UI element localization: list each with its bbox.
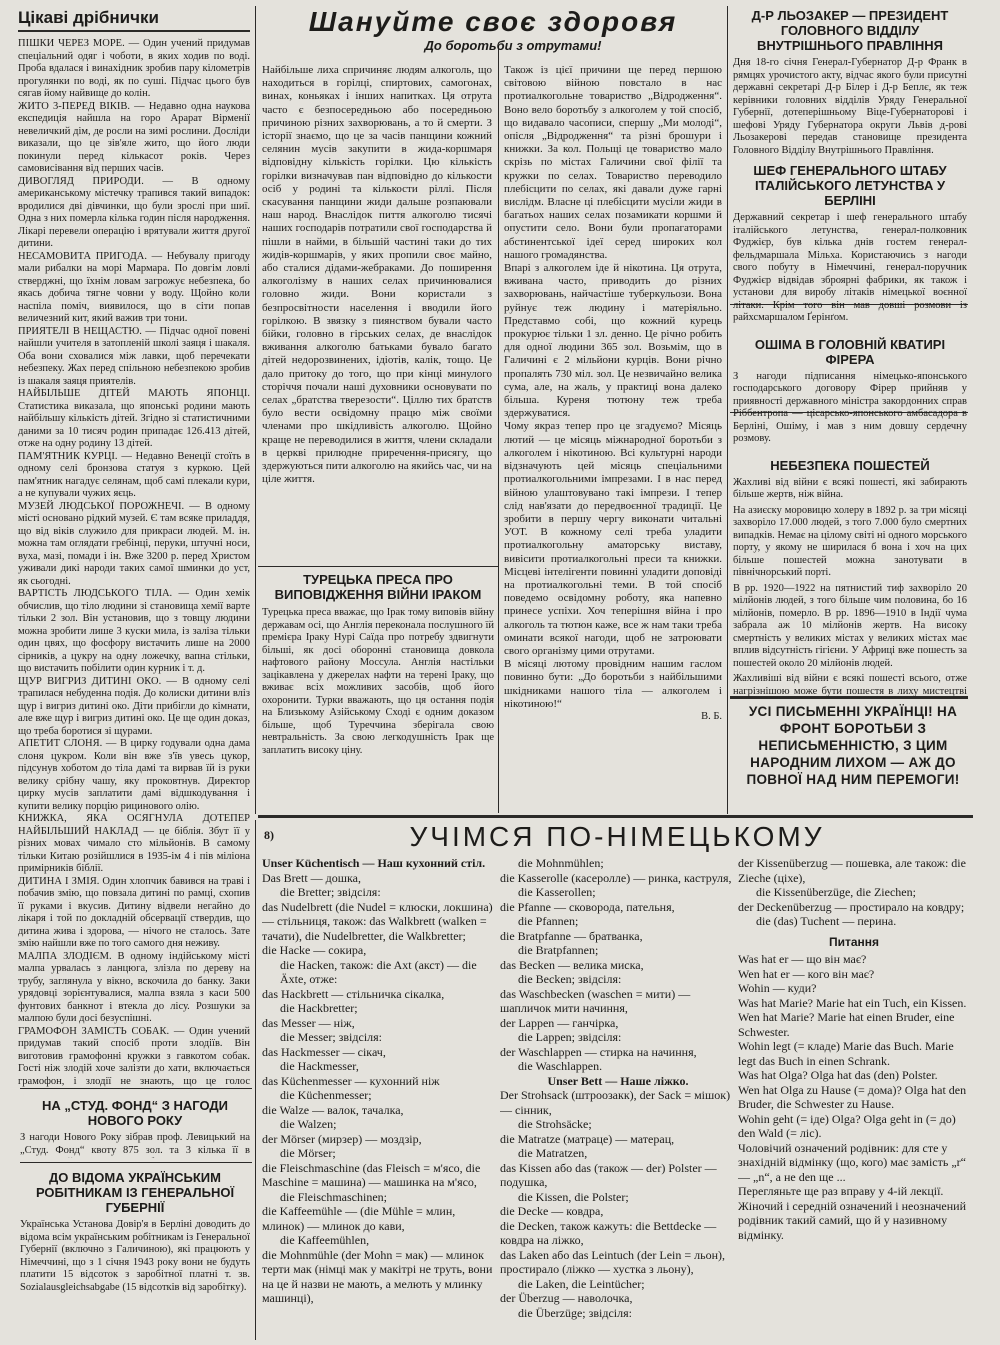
- news-item: МАЛПА ЗЛОДІЄМ. В одному індійському місті малпа урвалась з ланцюга, злізла по дереву на трубу, заглянула у вікно, вскочила до банку. Заки урядовці зорієнтувалися, малпа взяла з каси 500 фунтових банкнот і втекла до лісу. Розшуки за малпою були досі безуспішні.: [18, 950, 250, 1024]
- news-item: ПІШКИ ЧЕРЕЗ МОРЕ. — Один учений придумав спеціальний одяг і чоботи, в яких ходив по воді. Проба вдалася і винахідник зробив пару кілометрів прогулянки по воді, як по суші. Підчас цього був сягав йому найвище до колін.: [18, 38, 250, 99]
- vocabulary-entry: die Mörser;: [280, 1146, 336, 1160]
- vocabulary-entry: das Kissen або das (також — der) Polster — подушка,: [500, 1160, 717, 1189]
- vocabulary-entry: die Kaffeemühlen,: [280, 1233, 370, 1247]
- news-item: ПРИЯТЕЛІ В НЕЩАСТЮ. — Підчас одної повені найшли учителя в затопленій школі заяця і шакаля. Оба вони сховалися між лавки, щоб перечекати небезпеку. Жах перед спільною небезпекою зробив із шакаля заяця приятелів.: [18, 325, 250, 387]
- vocabulary-entry: die Matratzen,: [518, 1146, 588, 1160]
- article-text: Найбільше лиха спричиняє людям алкоголь, що находиться в горілці, спиртових, самогонах, винах, коньяках і інших напитках. Ця отрута часто є безпосередньою або посередньою причиною різних захворювань, а то й смерти. З історії знаємо, що це за часів панщини кожний селянин мусів закупити в жида-коршмаря відповідну кількість горілки. Цю кількість горілки визначував пан відповідно до кількости осіб у родині та кількости ріллі. Після скасування панщини жиди дальше розпаювали наш народ. Внаслідок пиття алкоголю тисячі наших господарів потратили свої господарства й пішли в найми, в більшій частині таки до тих жидів-коршмарів, у яких пропили своє майно, або сталися дідами-жебраками. До поширення алкоголізму в наших селах причинювалися головно жиди. Вони користали з безпросвітности населення і вводили його горілкою. В звязку з пиянством бували часто бійки, головно в гірських селах, де внаслідок вживання алкоголю батьками бувало багато дітей недорозвинених, ідіотів, калік, тощо. Це дало притоку до того, що при кінці минулого сторіччя почали наші духовники основувати по селах „братства тверезости“. Ціллю тих братств було вести освідомну працю між своїми членами про шкідливість алкоголю. Щойно краще не переводилися в життя, члени складали в церкві прилюдне приречення-присягу, що здержуються пити алкоголю на якийсь час, чи на ціле життя.: [262, 64, 492, 486]
- article-text: На азиєску моровицю холеру в 1892 р. за три місяці захворіло 17.000 людей, з того 7.000 було смертних випадків. Немає на цілому світі ні одного морського порту, у якому не ширилася б вона і хоч на цих більше пошестей можна занотувати в північнорський порті.: [733, 504, 967, 578]
- vocabulary-entry: die Kissenüberzüge, die Ziechen;: [756, 885, 916, 899]
- vocabulary-entry: die Strohsäcke;: [518, 1117, 592, 1131]
- vocabulary-entry: das Nudelbrett (die Nudel = клюски, локшина) — стільниця, також: das Walkbrett (walken = тачати), die Nudelbretter, die Walkbretter;: [262, 899, 493, 943]
- vocabulary-entry: die Kasserolle (касеролле) — ринка, каструля,: [500, 870, 732, 885]
- vocabulary-entry: Wen hat Olga zu Hause (= дома)? Olga hat den Bruder, die Schwester zu Hause.: [738, 1082, 967, 1111]
- vocabulary-entry: Der Strohsack (штроозакк), der Sack = мішок) — сінник,: [500, 1088, 731, 1117]
- vocabulary-entry: die (das) Tuchent — перина.: [756, 914, 897, 928]
- turkish-press-article: [262, 572, 494, 812]
- article-heading: НЕБЕЗПЕКА ПОШЕСТЕЙ: [770, 457, 930, 473]
- article-heading: НА „СТУД. ФОНД“ З НАГОДИ НОВОГО РОКУ: [41, 1098, 229, 1128]
- vocabulary-entry: das Waschbecken (waschen = мити) — шапличок мити начиння,: [500, 986, 691, 1015]
- news-item: НАЙБІЛЬШЕ ДІТЕЙ МАЮТЬ ЯПОНЦІ. Статистика виказала, що японські родини мають найбільшу кількість дітей. Згідно зі статистичними даними за 10 тисяч родин припадає 126.413 дітей, отже на одну родину 13 дітей.: [18, 388, 250, 449]
- right-column: [733, 8, 967, 698]
- vocabulary-entry: die Messer; звідсіля:: [280, 1030, 382, 1044]
- health-article-col2: [504, 64, 722, 812]
- section-rule: [258, 566, 498, 567]
- article-text: Також із цієї причини ще перед першою світовою війною повстало в нас протиалкогольне товариство „Відродження“. Воно вело боротьбу з алкоголем у той спосіб, що видавало часописи, спершу „Ми молоді“, опісля „Відродження“ та різні брошури і книжки. За кол. Польщі це товариство мало скрізь по містах Галичини свої філії та кружки по селах. Товариство переводило плебісцити по селах, які давали дуже гарні вислідм. Власне ці плебісцити мусіли жиди в багатьох наших селах позамикати коршми й опустити село. Вони були пропагаторами абстинентської ідеї серед широких кол нашого громадянства. Впарі з алкоголем іде й нікотина. Ця отрута, вживана часто, приводить до різних захворювань, найчастіше туберкульози. Вона руйнує теж людину і матеріяльно. Представмо собі, що кожний курець прокурює тільки 1 зл. денно. Це річно робить для одної людини 365 зол. Возьмім, що в Галичині є 2 мільйони курців. Вони річно пропалять 730 міл. зол. Це незвичайно велика сума, але, на жаль, у практиці вона далеко більша. Куреня тютюну теж треба здержуватися. Чому якраз тепер про це згадуємо? Місяць лютий — це місяць міжнародної боротьби з алкоголем і нікотиною. Всі культурні народи відзначують цей місяць спеціальними протиалкогольними імпрезами. І в нас перед війною улаштовувано такі імпрези. І тепер слід нав'язати до передвоєнної традиції. Це зробити в першу чергу виконати читальні УОТ. В кожному селі треба уладити протиалкогольну аматорську виставу, вивісити протиалкогольні преси та книжки. Місцеві інтелігенти повинні уладити доповіді на протиалкогольні теми. В той спосіб поведемо освідомну роботу, яка напевно принесе успіхи. Хоч теперішня війна і про алкоголь та тютюн каже, все ж нам таки треба оминати всякої нагоди, щоб не затроювати свого організму цими отрутами. В місяці лютому провідним нашим гаслом повинно бути: „До боротьби з найбільшими шкідниками нашого тіла — алкоголем і нікотиною!“: [504, 64, 722, 710]
- section-rule: [20, 1088, 252, 1089]
- article-text: Жахливі від війни є всякі пошесті, які забирають більше жертв, ніж війна.: [733, 476, 967, 500]
- column-rule: [727, 6, 728, 814]
- vocabulary-entry: die Lappen; звідсіля:: [518, 1030, 622, 1044]
- article-text: Українська Установа Довір'я в Берліні доводить до відома всім українським робітникам із Генеральної Губернії (включно з Галичиною), які працюють у Німеччині, що з 1 січня 1943 року вони не будуть платити 15 відсоток з заробітної платні т. зв. Sozialausgleichsabgabe (15 відсотків від заробітку).: [20, 1219, 250, 1293]
- literacy-slogan: [733, 703, 973, 811]
- vocabulary-entry: Wen hat Marie? Marie hat einen Bruder, eine Schwester.: [738, 1010, 955, 1039]
- workers-article: [20, 1170, 250, 1340]
- vocabulary-entry: Чоловічий означений родівник: для сте у знахідній відмінку (що, кого) має замість „r“ — „n“, а не den ще ...: [738, 1140, 966, 1184]
- vocabulary-entry: die Pfanne — сковорода, пательня,: [500, 899, 675, 914]
- vocabulary-entry: die Decke — ковдра,: [500, 1204, 604, 1218]
- article-text: Жахливіші від війни є всякі пошесті всього, отже нагрізнішою може бути пошестя в лиху мистецтві: [733, 673, 967, 697]
- vocabulary-entry: die Walze — валок, тачалка,: [262, 1102, 404, 1117]
- vocabulary-entry: die Waschlappen.: [518, 1059, 603, 1073]
- article-text: Турецька преса вважає, що Ірак тому виповів війну державам осі, що Англія переконала послушного їй премієра Іраку Нурі Саїда про потребу здвигнути більші, як досі оборонні становища довкола нафтового району Моссула. Англія настільки зацікавлена у джерелах нафти на терені Іраку, що вживає всіх можливих засобів, щоб його охоронити. Турки вважають, що ця остання подія на Близькому Азійському Сході є одним доказом більше, щоб Туреччина зберігала свою невтральність. За свою легкодушність Ірак ще заплатить високу ціну.: [262, 607, 494, 756]
- vocabulary-entry: Перегляньте ще раз вправу у 4-ій лекції.: [738, 1184, 944, 1198]
- vocabulary-entry: der Lappen — ганчірка,: [500, 1015, 619, 1030]
- vocabulary-subheading: Питання: [828, 934, 880, 949]
- vocabulary-entry: das Becken — велика миска,: [500, 957, 644, 972]
- news-item: АПЕТИТ СЛОНЯ. — В цирку годували одна дама слоня цукром. Коли він вже з'їв увесь цукор, підсунув хоботом до тіла дамі та вирвав їй із руки велику срібну чашу, яку проковтнув. Директор цирку мусів заплатити дамі відшкодування і купити велику порцію рицинового олію.: [18, 738, 250, 812]
- vocabulary-entry: das Hackbrett — стільничка сікалка,: [262, 986, 445, 1001]
- article-heading: ТУРЕЦЬКА ПРЕСА ПРО ВИПОВІДЖЕННЯ ВІЙНИ ІРАКОМ: [274, 572, 482, 602]
- vocabulary-entry: der Waschlappen — стирка на начиння,: [500, 1044, 697, 1059]
- article-text: Державний секретар і шеф генерального штабу італійського летунства, генерал-полковник Фуджієр, був кілька днів гостем генерал-фельдмаршала Мільха. Користаючись з нагоди свого побуту в Німеччині, генерал-поручник Фуджієр відвідав зброярні фабрики, як також і установи для виробу літаків німецької воєнної літаки. Крім того він мав довші розмови із райхсмаршалом Ґерінґом.: [733, 212, 967, 323]
- vocabulary-entry: Das Brett — дошка,: [262, 870, 361, 885]
- article-heading: ОШІМА В ГОЛОВНІЙ КВАТИРІ ФІРЕРА: [754, 336, 946, 367]
- news-item: ГРАМОФОН ЗАМІСТЬ СОБАК. — Один учений придумав такий спосіб проти злодіїв. Він виготовив грамофонні кружки з гавкотом собак. Гості ніж злодій хоче залізти до хати, включається грамофон, і злодії не знають, що це голос: [18, 1025, 250, 1087]
- vocabulary-list: [500, 856, 736, 1320]
- article-text: В рр. 1920—1922 на пятнистий тиф захворіло 20 мілйонів людей, з того більше чим половина, бо 16 мілйонів, померло. В рр. 1896—1910 в Індії чума забрала аж 10 мілйонів жертв. На високу смертність у великих містах у великих містах має вплив відсутність гігієни. У Африці вже пошесть за пошестей около 20 мілйонів людей.: [733, 582, 967, 669]
- vocabulary-entry: die Kissen, die Polster;: [518, 1189, 629, 1204]
- vocabulary-entry: die Mohnmühlen;: [518, 856, 604, 870]
- vocabulary-entry: Unser Bett — Наше ліжко.: [547, 1073, 689, 1088]
- vocabulary-entry: die Walzen;: [280, 1117, 337, 1131]
- vocabulary-entry: die Laken, die Leintücher;: [518, 1276, 645, 1291]
- article-subtitle: До боротьби з отрутами!: [424, 38, 602, 53]
- health-article-header: [262, 6, 724, 62]
- vocabulary-entry: die Fleischmaschine (das Fleisch = м'ясо, die Maschine = машина) — машинка на м'ясо,: [262, 1160, 481, 1189]
- german-lesson-col1: [262, 856, 498, 1340]
- vocabulary-entry: die Hackmesser,: [280, 1059, 359, 1073]
- column-rule: [255, 820, 256, 1340]
- slogan-text: УСІ ПИСЬМЕННІ УКРАЇНЦІ! НА ФРОНТ БОРОТЬБИ З НЕПИСЬМЕННІСТЮ, З ЦИМ НАРОДНИМ ЛИХОМ — АЖ ДО ПОВНОЇ НАД НИМ ПЕРЕМОГИ!: [746, 704, 960, 787]
- left-column: [18, 8, 250, 1088]
- vocabulary-entry: Was hat Olga? Olga hat das (den) Polster.: [738, 1068, 938, 1082]
- vocabulary-entry: die Überzüge; звідсіля:: [518, 1305, 632, 1320]
- news-item: ВАРТІСТЬ ЛЮДСЬКОГО ТІЛА. — Один хемік обчислив, що тіло людини зі становища хемії варте тільки 2 зол. Він установив, що з товщу людини можна зробити лише 3 куски мила, із заліза тільки один цвях, що фосфору вистачить лише на 2000 сірників, а цукру на одну ложечку, вапна стільки, що вистачить побілити один курник і т. д.: [18, 588, 250, 674]
- vocabulary-entry: Жіночий і середній означений і неозначений родівник такий самий, що й у називному відмінку.: [738, 1198, 967, 1242]
- vocabulary-entry: die Küchenmesser;: [280, 1088, 372, 1102]
- article-text: З нагоди Нового Року зібрав проф. Левицький на „Студ. Фонд“ квоту 875 зол. та 3 кілька її в: [20, 1132, 250, 1156]
- news-item: ЖИТО 3-ПЕРЕД ВІКІВ. — Недавно одна наукова експедиція найшла на горо Арарат Вірменії невеличкий дім, де росли на зимі рослини. Досліди виказали, що це зів'яле жито, що його люди покинули перед кількасот років. Через самовисівання від перших часів.: [18, 100, 250, 174]
- vocabulary-entry: die Kasserollen;: [518, 885, 596, 899]
- vocabulary-entry: Wohin legt (= кладе) Marie das Buch. Marie legt das Buch in einen Schrank.: [738, 1039, 954, 1068]
- article-text: З нагоди підписання німецько-японського господарського договору Фірер прийняв у приявності державного міністра закордонних справ Ріббентропа — цісарсько-японського амбасадора в Берліні, Ошіму, і мав з ним довшу сердечну розмову.: [733, 370, 967, 444]
- vocabulary-entry: die Bratpfanne — братванка,: [500, 928, 643, 943]
- news-item: МУЗЕЙ ЛЮДСЬКОЇ ПОРОЖНЕЧІ. — В одному місті основано рідкий музей. Є там всяке приладдя, що від віків служило для прикраси людей. М. ін. можна там оглядати гребінці, перуки, штучні носи, вуха, мазі, помади і ін. Вже 3200 р. перед Христом уживали дикі народи таких самої шминки до уст, як сьогодні.: [18, 500, 250, 587]
- vocabulary-entry: die Decken, також кажуть: die Bettdecke — ковдра на ліжко,: [500, 1218, 717, 1247]
- news-item: ДИВОГЛЯД ПРИРОДИ. — В одному американському містечку трапився такий випадок: вродилися дві дівчинки, що були зрослі при шиї. Одна з них померла кілька годин після народження. Лікарі перевели операцію і врятували життя другої дитини.: [18, 175, 250, 249]
- vocabulary-entry: das Küchenmesser — кухонний ніж: [262, 1073, 440, 1088]
- vocabulary-entry: die Bretter; звідсіля:: [280, 885, 381, 899]
- article-title: Шануйте своє здоровя: [308, 6, 678, 37]
- vocabulary-entry: die Matratze (матраце) — матерац,: [500, 1131, 675, 1146]
- section-rule: [258, 815, 973, 818]
- vocabulary-entry: die Hacken, також: die Axt (акст) — die Äxte, отже:: [280, 957, 477, 986]
- article-heading: ДО ВІДОМА УКРАЇНСЬКИМ РОБІТНИКАМ ІЗ ГЕНЕРАЛЬНОЇ ГУБЕРНІЇ: [35, 1170, 235, 1215]
- vocabulary-entry: der Überzug — наволочка,: [500, 1291, 633, 1305]
- article-heading: ШЕФ ГЕНЕРАЛЬНОГО ШТАБУ ІТАЛІЙСЬКОГО ЛЕТУНСТВА У БЕРЛІНІ: [753, 163, 947, 208]
- german-lesson-col2: [500, 856, 736, 1340]
- vocabulary-entry: die Hacke — сокира,: [262, 943, 367, 957]
- column-rule: [498, 48, 499, 813]
- vocabulary-entry: der Kissenüberzug — пошевка, але також: die Zieche (ціхе),: [738, 856, 966, 885]
- vocabulary-entry: die Pfannen;: [518, 914, 579, 928]
- vocabulary-entry: die Mohnmühle (der Mohn = мак) — млинок терти мак (німці мак у макітрі не труть, вони на це й назви не мають, а мелють у млинку машинці),: [262, 1247, 493, 1305]
- vocabulary-entry: Was hat er — що він має?: [738, 952, 867, 966]
- section-rule: [20, 1162, 252, 1163]
- news-item: НЕСАМОВИТА ПРИГОДА. — Небувалу пригоду мали рибалки на морі Мармара. По довгім ловлі стверджні, що їхнім ловам загрожує небезпека, бо якась добича тягне човни у воду. Щойно коли наспіла поміч, виявилося, що в сіти попав величезний кит, який важив три тони.: [18, 250, 250, 324]
- news-item: ДИТИНА І ЗМІЯ. Один хлопчик бавився на траві і побачив змію, що повзала дитині по рамці, схопив її руками і вкусив. Дитину відвели негайно до лікаря і той по докладній обсервації ствердив, що дитина жива і здорова, — нічого не сталось. Зате змію найшли вже по того самого дня неживу.: [18, 875, 250, 949]
- column-rule: [255, 6, 256, 814]
- news-item: КНИЖКА, ЯКА ОСЯГНУЛА ДОТЕПЕР НАЙБІЛЬШИЙ НАКЛАД — це біблія. Збут її у різних мовах чимало сто мільйонів. В самому тільки Китаю розійшлися в 1935-ім 4 і пів міліона примірників біблії.: [18, 813, 250, 874]
- vocabulary-entry: Wohin — куди?: [738, 981, 817, 995]
- vocabulary-entry: das Hackmesser — сікач,: [262, 1044, 386, 1059]
- vocabulary-entry: das Laken або das Leintuch (der Lein = льон), простирало (ліжко — хустка з льону),: [500, 1247, 726, 1276]
- vocabulary-entry: die Bratpfannen;: [518, 943, 599, 957]
- vocabulary-entry: die Kaffeemühle — (die Mühle = млин, млинок) — млинок до кави,: [262, 1204, 456, 1233]
- vocabulary-list: [738, 856, 970, 1242]
- vocabulary-entry: Wohin geht (= іде) Olga? Olga geht in (= до) den Wald (= ліс).: [738, 1111, 956, 1140]
- vocabulary-entry: die Fleischmaschinen;: [280, 1189, 387, 1204]
- health-article-col1: [262, 64, 492, 564]
- vocabulary-entry: die Hackbretter;: [280, 1001, 358, 1015]
- vocabulary-entry: der Deckenüberzug — простирало на ковдру;: [738, 899, 965, 914]
- vocabulary-entry: das Messer — ніж,: [262, 1015, 355, 1030]
- signature: В. Б.: [701, 710, 722, 722]
- article-heading: Д-Р ЛЬОЗАКЕР — ПРЕЗИДЕНТ ГОЛОВНОГО ВІДДІЛУ ВНУТРІШНЬОГО ПРАВЛІННЯ: [751, 8, 949, 53]
- news-item: ЩУР ВИГРИЗ ДИТИНІ ОКО. — В одному селі трапилася небуденна подія. До колиски дитини вліз щур і вигриз дитині око. Діти прибігли до кімнати, але вже щур і вигриз дитині око. Це ще один доказ, що треба боротися зі щурами.: [18, 675, 250, 737]
- german-lesson-col3: [738, 856, 970, 1340]
- vocabulary-entry: der Mörser (мирзер) — моздзір,: [262, 1131, 422, 1146]
- section-heading: Цікаві дрібнички: [18, 8, 250, 32]
- student-fund-article: [20, 1098, 250, 1158]
- vocabulary-entry: Unser Küchentisch — Наш кухонний стіл.: [262, 856, 486, 870]
- vocabulary-entry: Wen hat er — кого він має?: [738, 966, 875, 981]
- german-lesson-header: [262, 822, 972, 854]
- lesson-number: 8): [264, 828, 274, 842]
- news-item: ПАМ'ЯТНИК КУРЦІ. — Недавно Венеції стоїть в одному селі бронзова статуя з куркою. Цей пам'ятник нагадує селянам, щоб самі плекали кури, а не купували чужих яєць.: [18, 450, 250, 499]
- article-text: Дня 18-го січня Генерал-Губернатор Д-р Франк в рямцях урочистого акту, відчас якого були присутні державні секретарі Д-р Білер і Д-р Беплє, як теж керівники головних відділів Уряду Генеральної Губернії, дотеперішньому Віце-Губернаторові і шефові Уряду Губернатора округи Львів д-рові Льозакерові передав становище президента Головного Відділу Внутрішнього Правління.: [733, 57, 967, 156]
- vocabulary-entry: Was hat Marie? Marie hat ein Tuch, ein Kissen.: [738, 995, 967, 1010]
- lesson-title: УЧІМСЯ ПО-НІМЕЦЬКОМУ: [409, 822, 825, 852]
- vocabulary-list: [262, 856, 498, 1306]
- vocabulary-entry: die Becken; звідсіля:: [518, 972, 622, 986]
